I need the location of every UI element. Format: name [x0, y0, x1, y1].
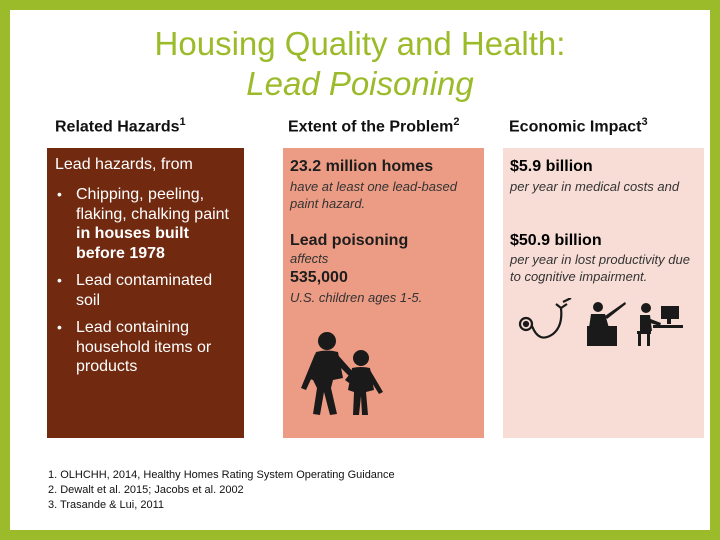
economic-heading-text: Economic Impact: [509, 118, 642, 136]
children-icon: [293, 330, 389, 418]
reference-item: 3. Trasande & Lui, 2011: [48, 499, 164, 511]
economic-heading: [509, 116, 648, 136]
reference-item: 2. Dewalt et al. 2015; Jacobs et al. 2002: [48, 484, 244, 496]
economic-footnote-ref: 3: [641, 116, 648, 128]
title-line-2: Lead Poisoning: [246, 65, 474, 102]
hazards-heading: [55, 116, 186, 136]
hazards-heading-text: Related Hazards: [55, 118, 180, 136]
teacher-icon: [587, 302, 626, 346]
hazards-list: [55, 185, 238, 385]
medical-desc: per year in medical costs and: [510, 179, 680, 194]
economic-panel: [503, 148, 704, 438]
hazard-item-text: Chipping, peeling, flaking, chalking paint: [76, 186, 229, 223]
lead-hazards-label: Lead hazards: [55, 156, 152, 173]
hazard-item: [55, 271, 238, 310]
affects-label: affects: [290, 251, 329, 266]
extent-heading-text: Extent of the Problem: [288, 118, 454, 136]
slide-title: [0, 24, 720, 104]
computer-worker-icon: [637, 303, 683, 346]
hazard-item: [55, 185, 238, 263]
lead-hazards-intro: [55, 156, 193, 174]
extent-heading: [288, 116, 459, 136]
hazards-footnote-ref: 1: [179, 116, 186, 128]
children-desc: U.S. children ages 1-5.: [290, 290, 423, 305]
homes-desc: have at least one lead-based paint hazard.: [290, 179, 457, 211]
homes-stat: 23.2 million homes: [290, 158, 434, 175]
hazard-item-emphasis: in houses built before 1978: [76, 225, 189, 262]
economic-icons: [513, 298, 685, 348]
productivity-amount: $50.9 billion: [510, 232, 602, 249]
hazard-item-text: Lead contaminated soil: [76, 272, 213, 309]
productivity-desc: per year in lost productivity due to cognitive impairment.: [510, 252, 690, 284]
children-count: 535,000: [290, 269, 348, 286]
extent-panel: [283, 148, 484, 438]
hazards-panel: [47, 148, 244, 438]
hazard-item-text: Lead containing household items or products: [76, 319, 212, 375]
poisoning-label: Lead poisoning: [290, 232, 409, 249]
extent-footnote-ref: 2: [453, 116, 460, 128]
reference-item: 1. OLHCHH, 2014, Healthy Homes Rating System Operating Guidance: [48, 469, 395, 481]
medical-amount: $5.9 billion: [510, 158, 593, 175]
lead-hazards-from: , from: [151, 156, 193, 173]
hazard-item: [55, 318, 238, 377]
stethoscope-icon: [520, 298, 571, 338]
title-line-1: Housing Quality and Health:: [154, 25, 566, 62]
references: [48, 468, 395, 513]
